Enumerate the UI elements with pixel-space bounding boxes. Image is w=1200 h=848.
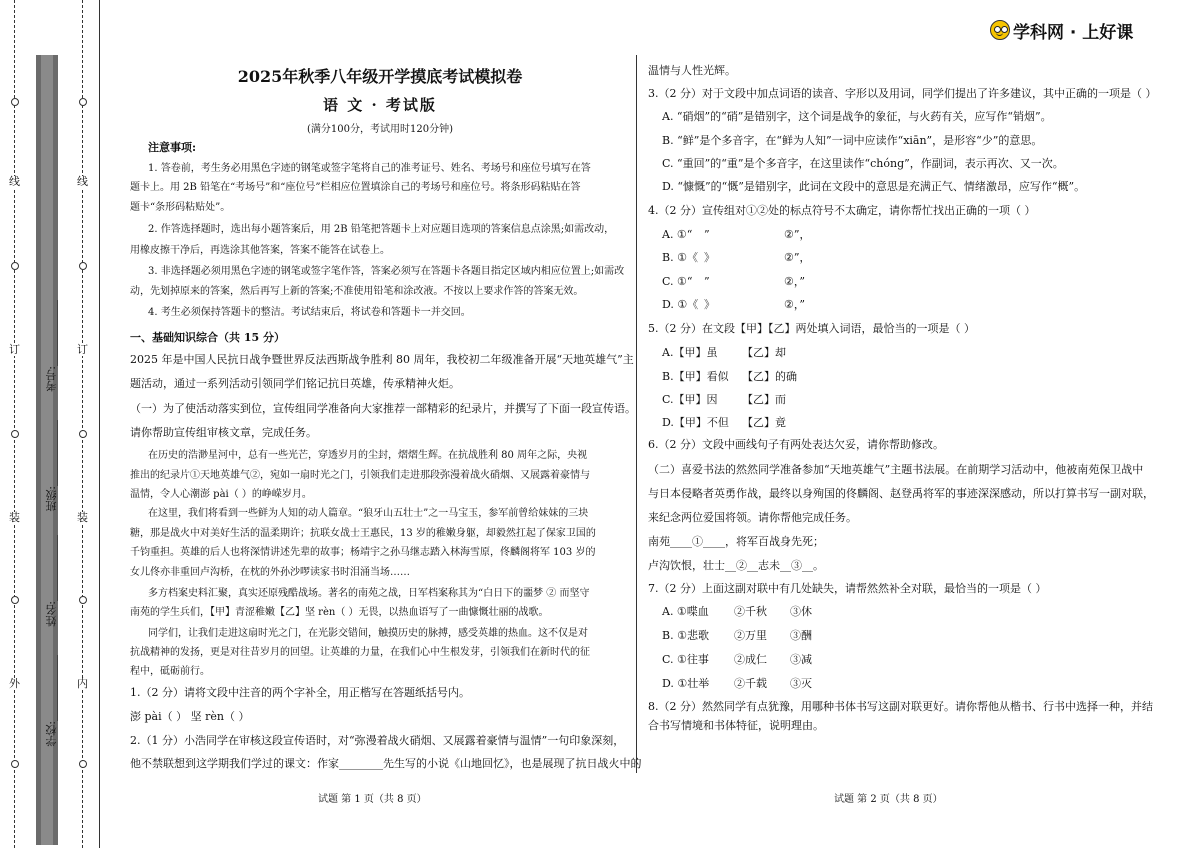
smiley-logo-icon bbox=[990, 20, 1010, 40]
q4-option-d: D. ①《 》 ②，” bbox=[662, 298, 805, 311]
passage-line: 抗战精神的发扬，更是对往昔岁月的回望。让英雄的力量，在我们心中生根发芽，引领我们在新时代的征 bbox=[130, 647, 590, 658]
logo-text: 学科网 · 上好课 bbox=[1013, 22, 1134, 43]
passage-line: 南苑的学生兵们，【甲】青涩稚嫩【乙】坚 rèn（ ）无畏，以热血语写了一曲慷慨壮丽的战歌。 bbox=[130, 607, 549, 618]
page-2-footer: 试题 第 2 页（共 8 页） bbox=[834, 794, 943, 805]
notice-line: 4. 考生必须保持答题卡的整洁。考试结束后，将试卷和答题卡一并交回。 bbox=[148, 307, 471, 318]
part2-line: 来纪念两位爱国将领。请你帮他完成任务。 bbox=[648, 511, 857, 524]
intro-line: 题活动，通过一系列活动引领同学们铭记抗日英雄，传承精神火炬。 bbox=[130, 377, 460, 390]
question-8: 8.（2 分）然然同学有点犹豫，用哪种书体书写这副对联更好。请你帮他从楷书、行书中选择一种，并结 bbox=[648, 700, 1153, 713]
question-5: 5.（2 分）在文段【甲】【乙】两处填入词语，最恰当的一项是（ ） bbox=[648, 322, 975, 335]
q4-option-c: C. ①“ ” ②，” bbox=[662, 275, 805, 288]
binding-outer-dashed-line bbox=[14, 0, 15, 848]
q7-option-d: D. ①壮举 ②千载 ③灭 bbox=[662, 677, 812, 690]
binding-outer-label: 线 bbox=[9, 175, 20, 188]
q3-option: D. “慷慨”的“慨”是错别字，此词在文段中的意思是充满正气、情绪激昂，应写作“概”。 bbox=[662, 180, 1086, 193]
question-1-answer: 澎 pài（ ） 坚 rèn（ ） bbox=[130, 710, 250, 723]
notice-line: 3. 非选择题必须用黑色字迹的钢笔或签字笔作答，答案必须写在答题卡各题目指定区域内相应位置上;如需改 bbox=[148, 266, 625, 277]
q5-option-d: D.【甲】不但 【乙】竟 bbox=[662, 416, 786, 429]
passage-line: 推出的纪录片①天地英雄气②，宛如一扇时光之门，引领我们走进那段弥漫着战火硝烟、又展露着豪情与 bbox=[130, 470, 590, 481]
binding-field-school: 学校:____________ bbox=[45, 655, 58, 747]
passage-line: 千钧重担。英雄的后人也将深情讲述先辈的故事；杨靖宇之孙马继志踏入林海雪原，佟麟阁将军 103 岁的 bbox=[130, 547, 596, 558]
carry-line: 温情与人性光辉。 bbox=[648, 64, 736, 77]
q7-option-b: B. ①悲歌 ②万里 ③酬 bbox=[662, 629, 812, 642]
page-1-footer: 试题 第 1 页（共 8 页） bbox=[318, 794, 427, 805]
q3-option: B. “鲜”是个多音字，在“鲜为人知”一词中应读作“xiān”，是形容“少”的意思。 bbox=[662, 134, 1043, 147]
question-1: 1.（2 分）请将文段中注音的两个字补全，用正楷写在答题纸括号内。 bbox=[130, 686, 470, 699]
notice-line: 用橡皮擦干净后，再选涂其他答案，答案不能答在试卷上。 bbox=[130, 245, 390, 256]
binding-inner-label: 装 bbox=[77, 511, 88, 524]
q7-option-a: A. ①喋血 ②千秋 ③休 bbox=[662, 605, 812, 618]
binding-solid-line bbox=[99, 0, 100, 848]
couplet-line-2: 卢沟饮恨，壮士__②__志未__③__。 bbox=[648, 559, 824, 572]
part2-line: （二）喜爱书法的然然同学准备参加“天地英雄气”主题书法展。在前期学习活动中，他被南苑保卫战中 bbox=[648, 463, 1144, 476]
q5-option-a: A.【甲】虽 【乙】却 bbox=[662, 346, 786, 359]
question-7: 7.（2 分）上面这副对联中有几处缺失，请帮然然补全对联，最恰当的一项是（ ） bbox=[648, 582, 1047, 595]
passage-line: 同学们，让我们走进这扇时光之门，在光影交错间，触摸历史的脉搏，感受英雄的热血。这不仅是对 bbox=[148, 628, 588, 639]
binding-outer-label: 装 bbox=[9, 511, 20, 524]
binding-outer-label: 订 bbox=[9, 343, 20, 356]
question-2-line: 他不禁联想到这学期我们学过的课文：作家________先生写的小说《山地回忆》，也是展现了抗日战火中的 bbox=[130, 757, 642, 770]
passage-line: 多方档案史料汇聚，真实还原残酷战场。著名的南苑之战，日军档案称其为“白日下的噩梦 ② 而坚守 bbox=[148, 588, 590, 599]
intro-line: 2025 年是中国人民抗日战争暨世界反法西斯战争胜利 80 周年，我校初二年级准备开展“天地英雄气”主 bbox=[130, 353, 634, 366]
intro-line: 请你帮助宣传组审核文章，完成任务。 bbox=[130, 426, 317, 439]
brand-logo bbox=[990, 16, 1133, 44]
q5-option-b: B.【甲】看似 【乙】的确 bbox=[662, 370, 797, 383]
binding-inner-label: 订 bbox=[77, 343, 88, 356]
question-4: 4.（2 分）宣传组对①②处的标点符号不太确定，请你帮忙找出正确的一项（ ） bbox=[648, 204, 1036, 217]
part2-line: 与日本侵略者英勇作战，最终以身殉国的佟麟阁、赵登禹将军的事迹深深感动，所以打算书写一副对联， bbox=[648, 487, 1154, 500]
q4-option-b: B. ①《 》 ②”， bbox=[662, 251, 811, 264]
section-heading: 一、基础知识综合（共 15 分） bbox=[130, 331, 285, 344]
passage-line: 在这里，我们将看到一些鲜为人知的动人篇章。“狼牙山五壮士”之一马宝玉，参军前曾给妹妹的三块 bbox=[148, 508, 589, 519]
passage-line: 糖，那是战火中对美好生活的温柔期许；抗联女战士王惠民，13 岁的稚嫩身躯，却毅然扛起了保家卫国的 bbox=[130, 528, 596, 539]
binding-field-class: 班级:____________ bbox=[45, 420, 58, 512]
binding-margin bbox=[0, 0, 100, 848]
score-note: (满分100分，考试用时120分钟) bbox=[307, 124, 453, 135]
passage-line: 温情，令人心潮澎 pài（ ）的峥嵘岁月。 bbox=[130, 489, 312, 500]
binding-inner-dashed-line bbox=[82, 0, 83, 848]
question-3: 3.（2 分）对于文段中加点词语的读音、字形以及用词，同学们提出了许多建议，其中正确的一项是（ ） bbox=[648, 87, 1157, 100]
passage-line: 程中，砥砺前行。 bbox=[130, 666, 210, 677]
q7-option-c: C. ①往事 ②成仁 ③减 bbox=[662, 653, 812, 666]
exam-subject: 语 文 · 考试版 bbox=[323, 96, 437, 114]
q4-option-a: A. ①“ ” ②”， bbox=[662, 228, 811, 241]
notice-line: 1. 答卷前，考生务必用黑色字迹的钢笔或签字笔将自己的准考证号、姓名、考场号和座位号填写在答 bbox=[148, 163, 591, 174]
binding-inner-label: 内 bbox=[77, 677, 88, 690]
question-6: 6.（2 分）文段中画线句子有两处表达欠妥，请你帮助修改。 bbox=[648, 438, 944, 451]
q3-option: C. “重回”的“重”是个多音字，在这里读作“chóng”，作副词，表示再次、又一次。 bbox=[662, 157, 1064, 170]
question-8-line: 合书写情境和书体特征，说明理由。 bbox=[648, 719, 824, 732]
passage-line: 在历史的浩渺星河中，总有一些光芒，穿透岁月的尘封，熠熠生辉。在抗战胜利 80 周年之际，央视 bbox=[148, 450, 588, 461]
binding-field-kaohao: 考号:____________ bbox=[45, 300, 58, 392]
binding-field-name: 姓名:____________ bbox=[45, 535, 58, 627]
intro-line: （一）为了使活动落实到位，宣传组同学准备向大家推荐一部精彩的纪录片，并撰写了下面一段宣传语。 bbox=[130, 402, 636, 415]
binding-outer-label: 外 bbox=[9, 677, 20, 690]
notice-line: 题卡上。用 2B 铅笔在“考场号”和“座位号”栏相应位置填涂自己的考场号和座位号。将条形码粘贴在答 bbox=[130, 182, 581, 193]
passage-line: 女儿佟亦非重回卢沟桥，在枕的外孙沙啰读家书时泪涌当场…… bbox=[130, 567, 410, 578]
notice-line: 题卡“条形码粘贴处”。 bbox=[130, 202, 231, 213]
q5-option-c: C.【甲】因 【乙】而 bbox=[662, 393, 786, 406]
notice-line: 动，先划掉原来的答案，然后再写上新的答案;不准使用铅笔和涂改液。不按以上要求作答的答案无效。 bbox=[130, 286, 584, 297]
binding-inner-label: 线 bbox=[77, 175, 88, 188]
question-2: 2.（1 分）小浩同学在审核这段宣传语时，对“弥漫着战火硝烟、又展露着豪情与温情”一句印象深刻， bbox=[130, 734, 625, 747]
notice-line: 2. 作答选择题时，选出每小题答案后，用 2B 铅笔把答题卡上对应题目选项的答案信息点涂黑;如需改动， bbox=[148, 224, 615, 235]
couplet-line-1: 南苑____①____，将军百战身先死； bbox=[648, 535, 824, 548]
notice-heading: 注意事项: bbox=[148, 141, 197, 154]
q3-option: A. “硝烟”的“硝”是错别字，这个词是战争的象征，与火药有关，应写作“销烟”。 bbox=[662, 110, 1052, 123]
column-divider bbox=[636, 55, 637, 773]
exam-title: 2025年秋季八年级开学摸底考试模拟卷 bbox=[237, 67, 523, 86]
